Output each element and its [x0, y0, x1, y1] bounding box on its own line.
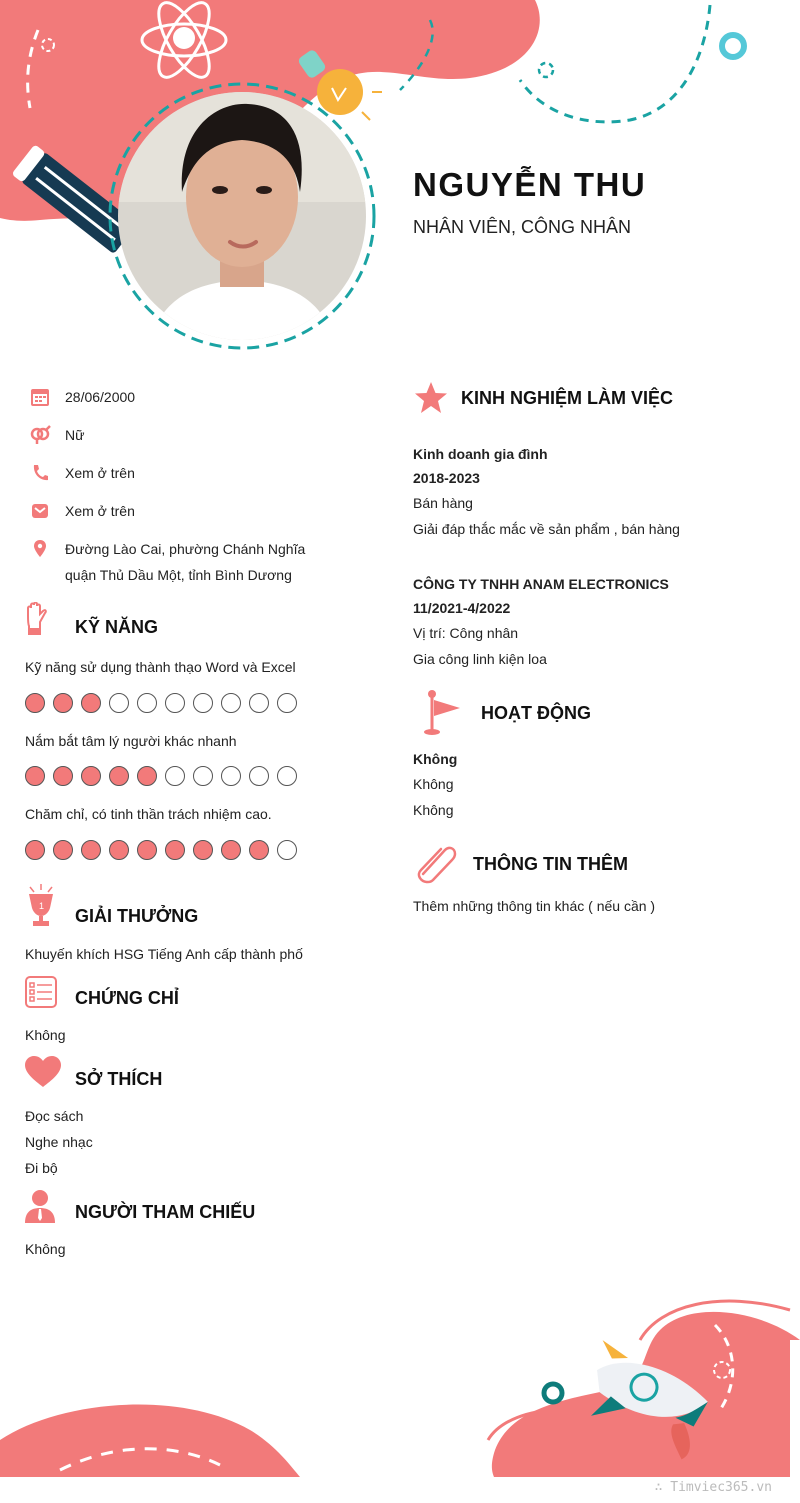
rating-dot-empty [109, 693, 129, 713]
phone-icon [28, 463, 52, 483]
rating-dot-empty [249, 766, 269, 786]
skill-rating-1 [25, 693, 297, 713]
rating-dot-empty [277, 693, 297, 713]
person-icon [25, 1190, 55, 1229]
rating-dot-empty [221, 766, 241, 786]
star-icon [414, 381, 448, 420]
skill-name-2: Nắm bắt tâm lý người khác nhanh [25, 733, 237, 749]
references-title: NGƯỜI THAM CHIẾU [75, 1202, 256, 1222]
job-title: NHÂN VIÊN, CÔNG NHÂN [413, 217, 632, 237]
email-icon [28, 501, 52, 521]
trophy-icon [24, 884, 58, 933]
paperclip-icon [415, 842, 459, 889]
rating-dot-filled [25, 840, 45, 860]
rating-dot-filled [81, 693, 101, 713]
job-period: 11/2021-4/2022 [413, 600, 511, 616]
rating-dot-filled [137, 766, 157, 786]
references-text: Không [25, 1241, 66, 1257]
hobby-item: Nghe nhạc [25, 1134, 93, 1150]
rating-dot-filled [53, 693, 73, 713]
rating-dot-empty [277, 840, 297, 860]
activity-line: Không [413, 776, 454, 792]
email-value: Xem ở trên [65, 503, 135, 519]
rating-dot-filled [81, 766, 101, 786]
rating-dot-filled [25, 766, 45, 786]
gender-icon [28, 425, 52, 445]
awards-text: Khuyến khích HSG Tiếng Anh cấp thành phố [25, 946, 303, 962]
rating-dot-empty [165, 766, 185, 786]
profile-photo [108, 82, 376, 350]
rating-dot-filled [25, 693, 45, 713]
job-role: Vị trí: Công nhân [413, 625, 519, 641]
skill-rating-2 [25, 766, 297, 786]
rating-dot-filled [81, 840, 101, 860]
skill-rating-3 [25, 840, 297, 860]
calendar-icon [28, 387, 52, 407]
rating-dot-filled [137, 840, 157, 860]
job-company: CÔNG TY TNHH ANAM ELECTRONICS [413, 576, 669, 592]
skills-title: KỸ NĂNG [75, 617, 159, 637]
svg-text:1: 1 [39, 901, 45, 911]
rating-dot-filled [53, 766, 73, 786]
rating-dot-empty [193, 693, 213, 713]
rating-dot-filled [109, 840, 129, 860]
rating-dot-empty [165, 693, 185, 713]
email-row [28, 498, 135, 524]
activity-heading: Không [413, 751, 458, 767]
certificates-text: Không [25, 1027, 66, 1043]
rating-dot-filled [109, 766, 129, 786]
watermark: ∴ Timviec365.vn [654, 1480, 772, 1495]
certificate-list-icon [25, 976, 57, 1013]
awards-title: GIẢI THƯỞNG [75, 906, 199, 926]
rating-dot-filled [249, 840, 269, 860]
activities-title: HOẠT ĐỘNG [481, 703, 591, 723]
rating-dot-empty [249, 693, 269, 713]
skills-icon [24, 602, 50, 641]
birthday-row [28, 384, 135, 410]
rating-dot-empty [221, 693, 241, 713]
skill-name-1: Kỹ năng sử dụng thành thạo Word và Excel [25, 659, 296, 675]
phone-row [28, 460, 135, 486]
birthday-value: 28/06/2000 [65, 389, 136, 405]
job-role: Bán hàng [413, 495, 473, 511]
rating-dot-filled [193, 840, 213, 860]
skill-name-3: Chăm chỉ, có tinh thần trách nhiệm cao. [25, 806, 272, 822]
address-row [28, 536, 305, 588]
rating-dot-filled [165, 840, 185, 860]
heart-icon [24, 1056, 62, 1093]
job-period: 2018-2023 [413, 470, 480, 486]
phone-value: Xem ở trên [65, 465, 135, 481]
rating-dot-empty [137, 693, 157, 713]
hobby-item: Đọc sách [25, 1108, 84, 1124]
job-description: Giải đáp thắc mắc về sản phẩm , bán hàng [413, 521, 680, 537]
hobbies-title: SỞ THÍCH [75, 1069, 163, 1089]
rating-dot-empty [193, 766, 213, 786]
candidate-name: NGUYỄN THU [413, 166, 647, 203]
gender-value: Nữ [65, 427, 85, 443]
location-pin-icon [28, 539, 52, 559]
hobby-item: Đi bộ [25, 1160, 58, 1176]
experience-title: KINH NGHIỆM LÀM VIỆC [461, 388, 674, 408]
address-line-1: Đường Lào Cai, phường Chánh Nghĩa [65, 541, 306, 557]
gender-row [28, 422, 84, 448]
certificates-title: CHỨNG CHỈ [75, 988, 179, 1008]
address-line-2: quận Thủ Dầu Một, tỉnh Bình Dương [65, 567, 292, 583]
rating-dot-filled [53, 840, 73, 860]
activity-line: Không [413, 802, 454, 818]
extra-info-text: Thêm những thông tin khác ( nếu cần ) [413, 898, 656, 914]
extra-info-title: THÔNG TIN THÊM [473, 854, 628, 874]
job-description: Gia công linh kiện loa [413, 651, 547, 667]
rating-dot-empty [277, 766, 297, 786]
footer-decoration [0, 1270, 800, 1503]
flag-icon [420, 690, 462, 741]
rating-dot-filled [221, 840, 241, 860]
job-company: Kinh doanh gia đình [413, 446, 548, 462]
